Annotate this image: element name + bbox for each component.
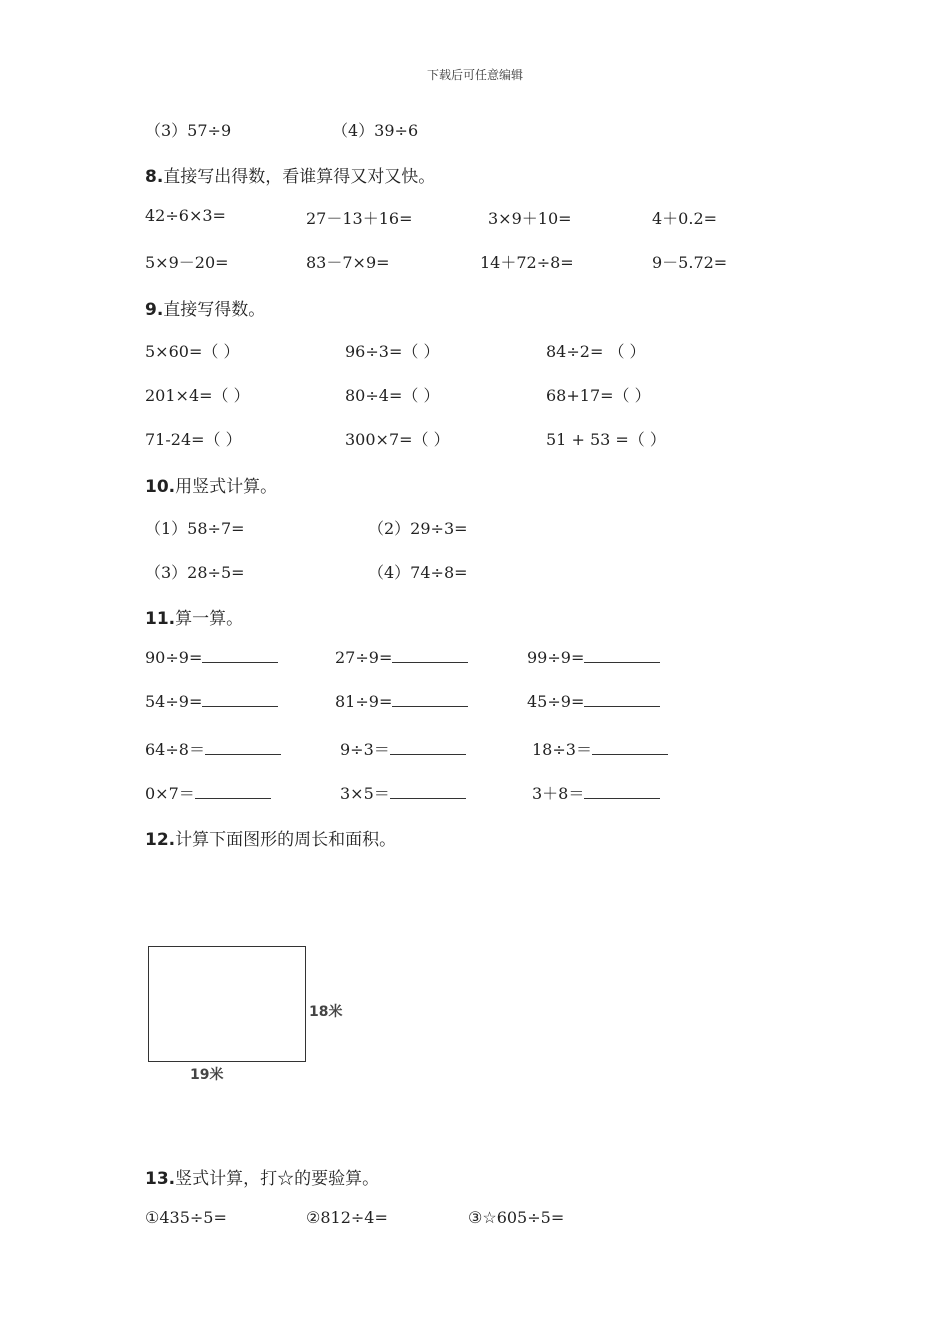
q11-item — [340, 737, 466, 760]
q11-expr: 99÷9= — [527, 648, 585, 667]
answer-blank — [202, 692, 278, 707]
q11-item — [335, 648, 468, 667]
q11-expr: 54÷9= — [145, 692, 203, 711]
q13-title: 竖式计算，打☆的要验算。 — [175, 1169, 380, 1189]
q11-item — [145, 737, 281, 760]
answer-blank — [584, 784, 660, 799]
width-label: 19米 — [190, 1067, 224, 1083]
q8-item: 4＋0.2= — [652, 209, 718, 228]
answer-blank — [592, 740, 668, 755]
q8-item: 3×9＋10= — [488, 209, 572, 228]
q9-item: 80÷4=（ ） — [345, 386, 440, 405]
answer-blank — [195, 784, 271, 799]
q9-number: 9. — [145, 300, 164, 320]
q9-item: 71-24=（ ） — [145, 430, 242, 449]
q11-heading — [145, 604, 243, 629]
q11-expr: 3＋8＝ — [532, 784, 585, 803]
q12-heading — [145, 825, 396, 850]
q11-number: 11. — [145, 609, 176, 629]
q13-number: 13. — [145, 1169, 176, 1189]
q9-item: 5×60=（ ） — [145, 342, 240, 361]
q9-item: 68+17=（ ） — [546, 386, 651, 405]
q9-item: 96÷3=（ ） — [345, 342, 440, 361]
q9-item: 300×7=（ ） — [345, 430, 450, 449]
q11-item — [532, 737, 668, 760]
q8-item: 5×9－20= — [145, 253, 229, 272]
q11-item — [145, 692, 278, 711]
q8-heading — [145, 162, 435, 187]
q13-item: ②812÷4= — [306, 1208, 388, 1227]
q8-item: 9－5.72= — [652, 253, 728, 272]
q10-item: （2）29÷3= — [368, 519, 468, 538]
height-label: 18米 — [309, 1004, 343, 1020]
q9-item: 51 + 53 =（ ） — [546, 430, 666, 449]
q10-heading — [145, 472, 277, 497]
q11-title: 算一算。 — [175, 609, 244, 629]
answer-blank — [390, 740, 466, 755]
q8-number: 8. — [145, 167, 164, 187]
q11-item — [145, 781, 271, 804]
q11-expr: 3×5＝ — [340, 784, 390, 803]
q9-heading — [145, 295, 265, 320]
q11-item — [340, 781, 466, 804]
q13-item: ③☆605÷5= — [468, 1208, 565, 1227]
q11-item — [145, 648, 278, 667]
q8-item: 14＋72÷8= — [480, 253, 574, 272]
q10-item: （1）58÷7= — [145, 519, 245, 538]
q11-expr: 45÷9= — [527, 692, 585, 711]
q11-item — [335, 692, 468, 711]
q7-item-4: （4）39÷6 — [332, 121, 419, 140]
q9-title: 直接写得数。 — [163, 300, 266, 320]
q13-heading — [145, 1164, 379, 1189]
q11-expr: 18÷3＝ — [532, 740, 592, 759]
q7-item-3: （3）57÷9 — [145, 121, 232, 140]
q10-item: （4）74÷8= — [368, 563, 468, 582]
answer-blank — [584, 648, 660, 663]
page-header: 下载后可任意编辑 — [426, 68, 523, 82]
answer-blank — [390, 784, 466, 799]
q11-item — [527, 692, 660, 711]
q8-item: 42÷6×3= — [145, 206, 226, 225]
q9-item: 84÷2= （ ） — [546, 342, 646, 361]
q8-title: 直接写出得数，看谁算得又对又快。 — [163, 167, 436, 187]
q11-expr: 27÷9= — [335, 648, 393, 667]
q13-item: ①435÷5= — [145, 1208, 227, 1227]
q12-number: 12. — [145, 830, 176, 850]
answer-blank — [205, 740, 281, 755]
q11-expr: 64÷8＝ — [145, 740, 205, 759]
rectangle-figure — [148, 946, 306, 1062]
answer-blank — [202, 648, 278, 663]
q11-item — [527, 648, 660, 667]
q11-item — [532, 781, 660, 804]
q11-expr: 9÷3＝ — [340, 740, 390, 759]
answer-blank — [392, 692, 468, 707]
q11-expr: 90÷9= — [145, 648, 203, 667]
q10-number: 10. — [145, 477, 176, 497]
answer-blank — [584, 692, 660, 707]
q11-expr: 81÷9= — [335, 692, 393, 711]
q8-item: 27－13＋16= — [306, 209, 413, 228]
q8-item: 83－7×9= — [306, 253, 390, 272]
q12-title: 计算下面图形的周长和面积。 — [175, 830, 397, 850]
q10-item: （3）28÷5= — [145, 563, 245, 582]
q9-item: 201×4=（ ） — [145, 386, 250, 405]
answer-blank — [392, 648, 468, 663]
q11-expr: 0×7＝ — [145, 784, 195, 803]
q10-title: 用竖式计算。 — [175, 477, 278, 497]
